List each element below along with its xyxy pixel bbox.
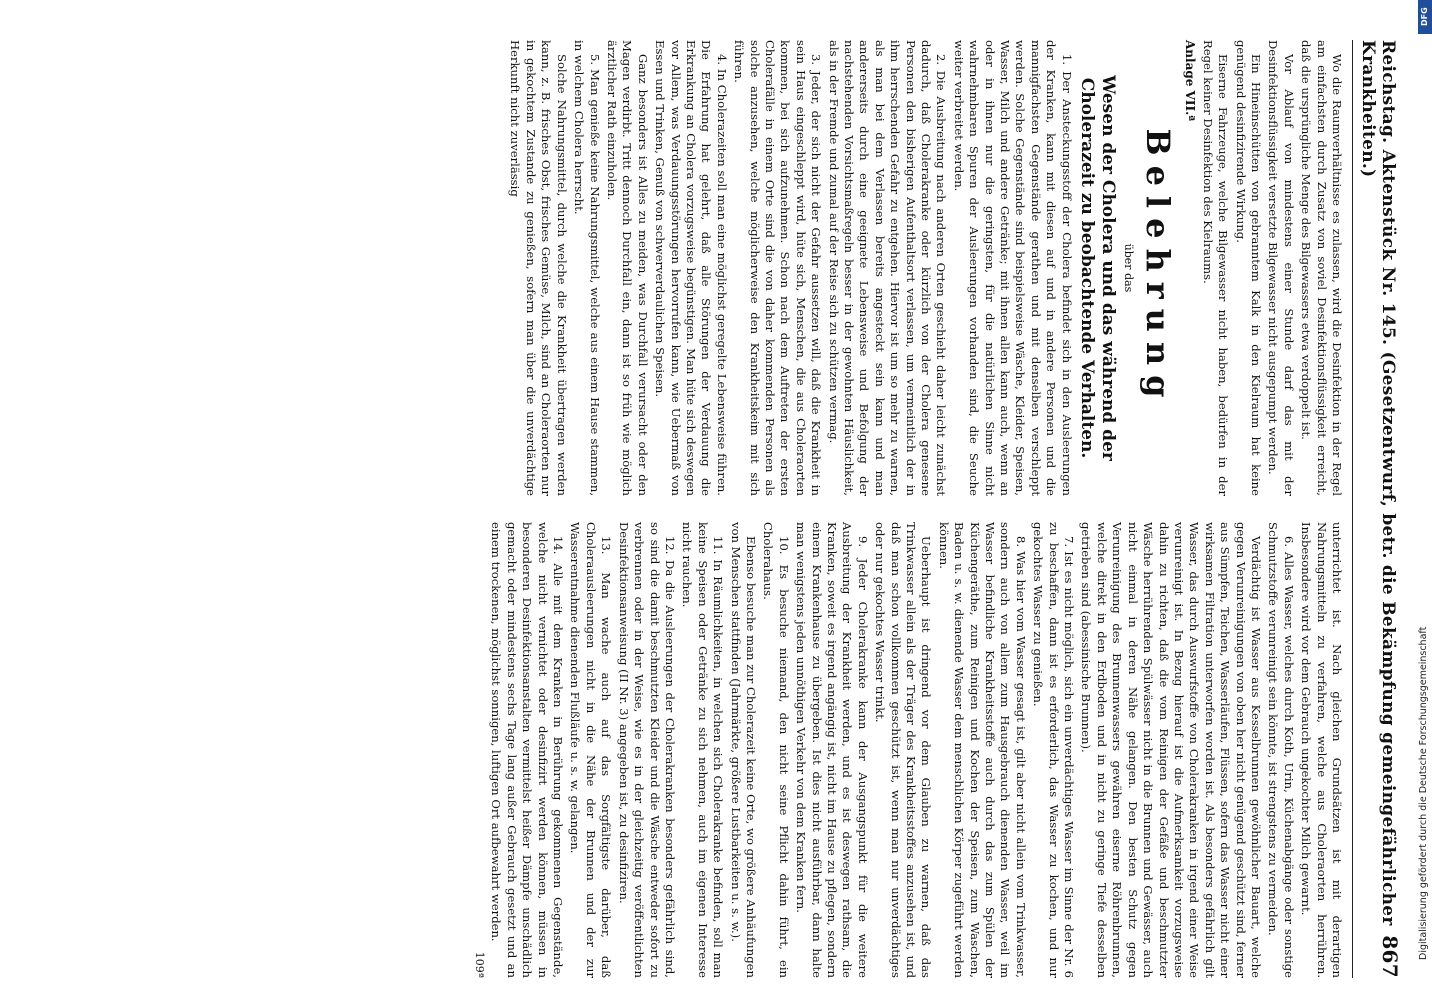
appendix-label: Anlage VII.ª <box>1183 40 1198 122</box>
paragraph: unterrichtet ist. Nach gleichen Grundsätzen ist mit derartigen Nahrungsmitteln zu verfahren, welche aus Choleraorten herrühren. Insbesondere wird vor dem Gebrauch ungekochter Milch gewarnt. <box>1299 522 1344 978</box>
numbered-paragraph: 3. Jeder, der sich nicht der Gefahr aussetzen will, daß die Krankheit in sein Haus eingeschleppt wird, hüte sich, Menschen, die aus Cholerаorten kommen, bei sich aufzunehmen. Schon nach dem Auftreten der ersten Cholerafälle in einem Orte sind die von daher kommenden Personen als solche anzusehen, welche möglicherweise den Krankheitskeim mit sich führen. <box>732 40 824 496</box>
paragraph: Ein Hineinschütten von gebranntem Kalk in den Kielraum hat keine genügend desinfizirende Wirkung. <box>1233 40 1263 496</box>
numbered-paragraph: 9. Jeder Cholerakranke kann der Ausgangspunkt für die weitere Ausbreitung der Krankheit werden, und es ist deswegen rathsam, die Kranken, soweit es irgend angängig ist, nicht im Hause zu pflegen, sondern einem Krankenhause zu übergeben. Ist dies nicht ausführbar, dann halte man wenigstens jeden unnöthigen Verkehr von dem Kranken fern. <box>794 522 870 978</box>
section-heading-connector: über das <box>1121 243 1135 293</box>
numbered-paragraph: 8. Was hier vom Wasser gesagt ist, gilt aber nicht allein vom Trinkwasser, sondern auch von allem zum Hausgebrauch dienenden Wasser, weil im Wasser befindliche Krankheitsstoffe auch durch das zum Spülen der Küchengeräthe, zum Reinigen und Kochen der Speisen, zum Waschen, Baden u. s. w. dienende Wasser dem menschlichen Körper zugeführt werden können. <box>936 522 1028 978</box>
running-head <box>1352 40 1402 978</box>
numbered-paragraph: 7. Ist es nicht möglich, sich ein unverdächtiges Wasser im Sinne der Nr. 6 zu beschaffen, dann ist es erforderlich, das Wasser zu kochen, und nur gekochtes Wasser zu genießen. <box>1031 522 1077 978</box>
numbered-paragraph: 1. Der Ansteckungsstoff der Cholera befindet sich in den Ausleerungen der Kranken, kann mit diesen auf und in andere Personen und die mannigfachsten Gegenstände gerathen und mit denselben verschleppt werden. Solche Gegenstände sind beispielsweise Wäsche, Kleider, Speisen, Wasser, Milch und andere Getränke; mit ihnen allen kann auch, wenn an oder in ihnen nur die geringsten, für die natürlichen Sinne nicht wahrnehmbaren Spuren der Ausleerungen vorhanden sind, die Seuche weiter verbreitet werden. <box>951 40 1074 496</box>
numbered-paragraph: 2. Die Ausbreitung nach anderen Orten geschieht daher leicht zunächst dadurch, daß Cholerakranke oder kürzlich von der Cholera genesene Personen den bisherigen Aufenthaltsort verlassen, um vermeintlich der in ihm herrschenden Gefahr zu entgehen. Hiervor ist um so mehr zu warnen, als man bei dem Verlassen bereits angesteckt sein kann und man andererseits durch eine geeignete Lebensweise und Befolgung der nachstehenden Vorsichtsmaßregeln besser in der gewohnten Häuslichkeit, als in der Fremde und zumal auf der Reise sich zu schützen vermag. <box>826 40 949 496</box>
page-number: 867 <box>1378 935 1402 978</box>
left-column <box>4 40 1344 496</box>
numbered-paragraph: 4. In Cholerazeiten soll man eine möglichst geregelte Lebensweise führen. Die Erfahrung hat gelehrt, daß alle Störungen der Verdauung die Erkrankung an Cholera vorzugsweise begünstigen. Man hüte sich deswegen vor Allem, was Verdauungsstörungen hervorrufen kann, wie Uebermaß von Essen und Trinken, Genuß von schwerverdaulichen Speisen. <box>653 40 729 496</box>
paragraph: Ganz besonders ist Alles zu meiden, was Durchfall verursacht oder den Magen verdirbt. Tritt dennoch Durchfall ein, dann ist so früh wie möglich ärztlicher Rath einzuholen. <box>604 40 650 496</box>
paragraph: Wo die Raumverhältnisse es zulassen, wird die Desinfektion in der Regel am einfachsten durch Zusatz von soviel Desinfektionsflüssigkeit erreicht, daß die ursprüngliche Menge des Bilgewassers etwa verdoppelt ist. <box>1299 40 1344 496</box>
paragraph: Verdächtig ist Wasser aus Kesselbrunnen gewöhnlicher Bauart, welche gegen Verunreinigungen von oben her nicht genügend geschützt sind, ferner aus Sümpfen, Teichen, Wasserläufen, Flüssen, sofern das Wasser nicht einer wirksamen Filtration unterworfen worden ist. Als besonders gefährlich gilt Wasser, das durch Auswurfstoffe von Cholerakranken in irgend einer Weise verunreinigt ist. In Bezug hierauf ist die Aufmerksamkeit vorzugsweise dahin zu richten, daß die vom Reinigen der Gefäße und beschmutzter Wäsche herrührenden Spülwässer nicht in die Brunnen und Gewässer, auch nicht einmal in deren Nähe gelangen. Den besten Schutz gegen Verunreinigung des Brunnenwassers gewähren eiserne Röhrenbrunnen, welche direkt in den Erdboden und in nicht zu geringe Tiefe desselben getrieben sind (abessinische Brunnen). <box>1079 522 1263 978</box>
paragraph: Vor Ablauf von mindestens einer Stunde darf das mit der Desinfektionsflüssigkeit versetzte Bilgewasser nicht ausgepumpt werden. <box>1266 40 1296 496</box>
paragraph: Eiserne Fahrzeuge, welche Bilgewasser nicht haben, bedürfen in der Regel keiner Desinfektion des Kielraums. <box>1200 40 1231 496</box>
paragraph: Ueberhaupt ist dringend vor dem Glauben zu warnen, daß das Trinkwasser allein als der Träger des Krankheitsstoffes anzusehen ist, und daß man schon vollkommen geschützt ist, wenn man nur unverdächtiges oder nur gekochtes Wasser trinkt. <box>873 522 934 978</box>
numbered-paragraph: 10. Es besuche niemand, den nicht seine Pflicht dahin führt, ein Cholerahaus. <box>761 522 791 978</box>
signature-mark: 109ª <box>473 951 487 978</box>
numbered-paragraph: 12. Da die Ausleerungen der Cholerakranken besonders gefährlich sind, so sind die damit beschmutzten Kleider und die Wäsche entweder sofort zu verbrennen oder in der Weise, wie es in der gleichzeitig veröffentlichten Desinfektionsanweisung (II Nr. 3) angegeben ist, zu desinfiziren. <box>616 522 677 978</box>
paragraph: Ebenso besuche man zur Cholerazeit keine Orte, wo größere Anhäufungen von Menschen stattfinden (Jahrmärkte, größere Lustbarkeiten u. s. w.). <box>728 522 758 978</box>
numbered-paragraph: 13. Man wache auch auf das Sorgfältigste darüber, daß Choleraausleerungen nicht in die Nähe der Brunnen und der zur Wasserentnahme dienenden Flußläufe u. s. w. gelangen. <box>568 522 614 978</box>
numbered-paragraph: 14. Alle mit dem Kranken in Berührung gekommenen Gegenstände, welche nicht vernichtet oder desinfizirt werden können, müssen in besonderen Desinfektionsanstalten vermittelst heißer Dämpfe unschädlich gemacht oder mindestens sechs Tage lang außer Gebrauch gesetzt und an einem trockenen, möglichst sonnigen, luftigen Ort aufbewahrt werden. <box>489 522 566 978</box>
numbered-paragraph: 5. Man genieße keine Nahrungsmittel, welche aus einem Hause stammen, in welchem Cholera herrscht. <box>572 40 602 496</box>
section-subheading: Wesen der Cholera und das während der Cholerazeit zu beobachtende Verhalten. <box>1076 75 1119 461</box>
paragraph: Solche Nahrungsmittel, durch welche die Krankheit übertragen werden kann, z. B. frisches Obst, frisches Gemüse, Milch, sind an Cholerаorten nur in gekochtem Zustande zu genießen, sofern man über die unverdächtige Herkunft nicht zuverlässig <box>508 40 569 496</box>
dfg-logo: DFG <box>1418 0 1432 34</box>
header-title: Reichstag. Aktenstück Nr. 145. (Gesetzentwurf, betr. die Bekämpfung gemeingefährlicher Krankheiten.) <box>1358 40 1398 926</box>
numbered-paragraph: 11. In Räumlichkeiten, in welchen sich Cholerakranke befinden, soll man keine Speisen oder Getränke zu sich nehmen, auch im eigenen Interesse nicht rauchen. <box>680 522 726 978</box>
right-column <box>4 522 1344 978</box>
digitization-credit: Digitalisierung gefördert durch die Deutsche Forschungsgemeinschaft <box>1418 626 1429 960</box>
section-heading: Belehrung <box>1139 128 1178 408</box>
numbered-paragraph: 6. Alles Wasser, welches durch Koth, Urin, Küchenabgänge oder sonstige Schmutzstoffe verunreinigt sein könnte, ist strengstens zu vermeiden. <box>1266 522 1296 978</box>
